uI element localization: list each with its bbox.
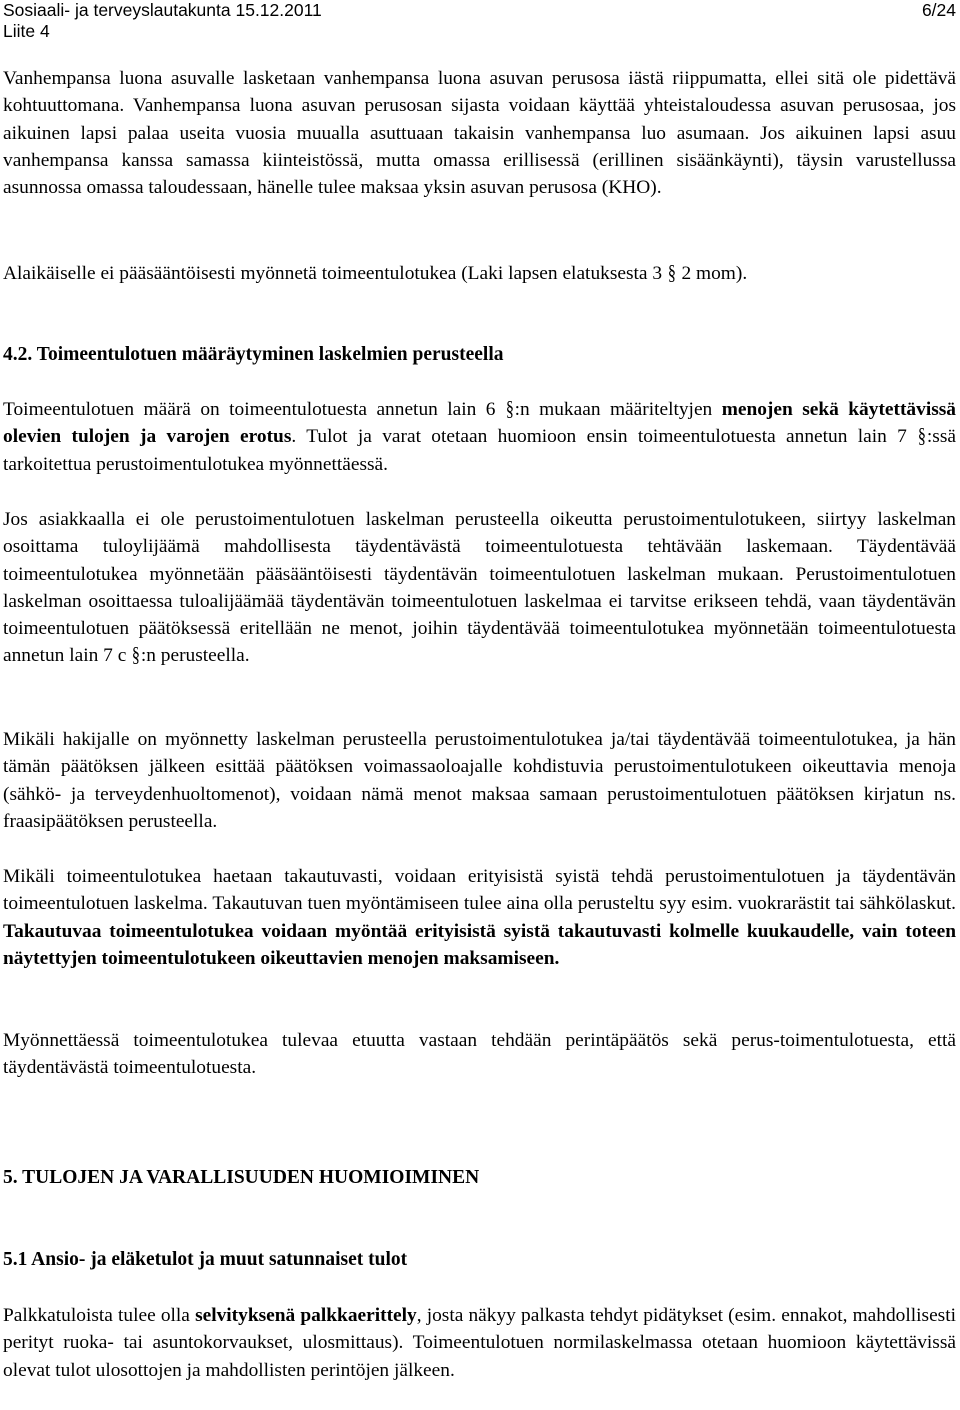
paragraph-retroactive: Mikäli toimeentulotukea haetaan takautuvasti, voidaan erityisistä syistä tehdä perustoimentulotuen ja täydentävän toimeentulotuen laskelma. Takautuvan tuen myöntämiseen tulee aina olla perusteltu syy esim. vuokrarästit tai sähkölaskut. Takautuvaa toimeentulotukea voidaan myöntää erityisistä syistä takautuvasti kolmelle kuukaudelle, vain toteen näytettyjen toimeentulotukeen oikeuttavien menojen maksamiseen. xyxy=(3,866,956,969)
heading-5: 5. TULOJEN JA VARALLISUUDEN HUOMIOIMINEN xyxy=(3,1167,480,1188)
section-sign: § xyxy=(917,425,927,449)
header-title: Sosiaali- ja terveyslautakunta 15.12.2011 xyxy=(3,0,322,20)
section-sign: § xyxy=(667,261,676,286)
bold-emphasis: Takautuvaa toimeentulotukea voidaan myöntää erityisistä syistä takautuvasti kolmelle kuukaudelle, vain toteen näytettyjen toimeentulotukeen oikeuttavien menojen maksamiseen. xyxy=(3,920,956,969)
section-sign: § xyxy=(131,644,141,668)
paragraph-additional-expenses: Mikäli hakijalle on myönnetty laskelman perusteella perustoimentulotukea ja/tai täydentävää toimeentulotukea, ja hän tämän päätöksen jälkeen esittää päätöksen voimassaoloajalle kohdistuvia perustoimentulotukeen oikeuttavia menoja (sähkö- ja terveydenhuoltomenot), voidaan nämä menot maksaa samaan perustoimentulotuen päätöksen kirjatun ns. fraasipäätöksen perusteella. xyxy=(3,729,956,832)
bold-emphasis: menojen sekä käytettävissä olevien tulojen ja varojen erotus xyxy=(3,399,956,448)
paragraph-minors: Alaikäiselle ei pääsääntöisesti myönnetä toimeentulotukea (Laki lapsen elatuksesta 3 § 2 mom). xyxy=(3,260,956,287)
paragraph-calculation-basis: Toimeentulotuen määrä on toimeentulotuesta annetun lain 6 §:n mukaan määriteltyjen menojen sekä käytettävissä olevien tulojen ja varojen erotus. Tulot ja varat otetaan huomioon ensin toimeentulotuesta annetun lain 7 §:ssä tarkoitettua perustoimentulotukea myönnettäessä. xyxy=(3,396,956,478)
section-sign: § xyxy=(505,397,514,422)
page-number: 6/24 xyxy=(921,0,956,20)
paragraph-salary-income: Palkkatuloista tulee olla selvityksenä palkkaerittely, josta näkyy palkasta tehdyt pidätykset (esim. ennakot, mahdollisesti perityt ruoka- tai asuntokorvaukset, ulosmittaus). Toimeentulotuen normilaskelmassa otetaan huomioon käytettävissä olevat tulot ulosottojen ja mahdollisten perintöjen jälkeen. xyxy=(3,1305,956,1381)
heading-4-2: 4.2. Toimeentulotuen määräytyminen laskelmien perusteella xyxy=(3,344,504,365)
page-header xyxy=(3,0,956,46)
paragraph-supplementary-support: Jos asiakkaalla ei ole perustoimentulotuen laskelman perusteella oikeutta perustoimentulotukeen, siirtyy laskelman osoittama tuloylijäämä mahdollisesta täydentävästä toimeentulotuesta tehtävään laskemaan. Täydentävää toimeentulotukea myönnetään pääsääntöisesti täydentävän toimeentulotuen laskelman mukaan. Perustoimentulotuen laskelman osoittaessa tuloalijäämää täydentävän toimeentulotuen laskelmaa ei tarvitse erikseen tehdä, vaan täydentävän toimeentulotuen päätöksessä eritellään ne menot, joihin täydentävää toimeentulotukea myönnetään toimeentulotuesta annetun lain 7 c §:n perusteella. xyxy=(3,506,956,670)
paragraph-parental-home: Vanhempansa luona asuvalle lasketaan vanhempansa luona asuvan perusosa iästä riippumatta, ellei sitä ole pidettävä kohtuuttomana. Vanhempansa luona asuvan perusosan sijasta voidaan käyttää yhteistaloudessa asuvan perusosaa, jos aikuinen lapsi palaa useita vuosia muualla asuttuaan takaisin vanhempansa luo asumaan. Jos aikuinen lapsi asuu vanhempansa kanssa samassa kiinteistössä, mutta omassa erillisessä (erillinen sisäänkäynti), täysin varustellussa asunnossa omassa taloudessaan, hänelle tulee maksaa yksin asuvan perusosa (KHO). xyxy=(3,68,956,199)
paragraph-recovery-decision: Myönnettäessä toimeentulotukea tulevaa etuutta vastaan tehdään perintäpäätös sekä perus-toimentulotuesta, että täydentävästä toimeentulotuesta. xyxy=(3,1030,956,1079)
bold-emphasis: selvityksenä palkkaerittely xyxy=(195,1305,417,1326)
heading-5-1: 5.1 Ansio- ja eläketulot ja muut satunnaiset tulot xyxy=(3,1249,408,1270)
header-attachment: Liite 4 xyxy=(3,21,50,41)
